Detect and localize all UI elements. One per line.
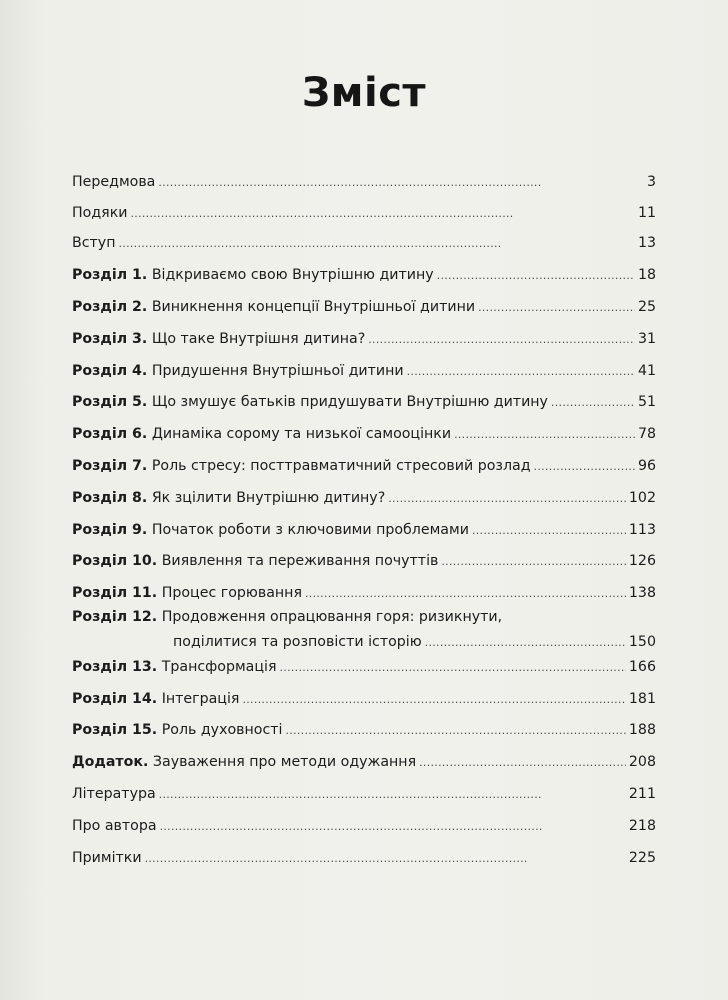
dot-leader xyxy=(118,233,634,254)
toc-entry-label: Інтеграція xyxy=(161,691,240,707)
toc-entry xyxy=(72,520,656,541)
dot-leader xyxy=(242,689,625,710)
toc-chapter-number: Розділ 15. xyxy=(72,722,158,738)
toc-entry-page: 225 xyxy=(628,850,656,866)
toc-entry-page: 11 xyxy=(637,205,656,221)
toc-entry xyxy=(72,361,656,382)
toc-chapter-number: Розділ 11. xyxy=(72,585,158,601)
toc-entry-label: Зауваження про методи одужання xyxy=(152,754,417,770)
toc-entry xyxy=(72,689,656,710)
toc-entry-label: Виявлення та переживання почуттів xyxy=(161,553,439,569)
toc-entry-label: Динаміка сорому та низької самооцінки xyxy=(151,426,452,442)
toc-entry-page: 102 xyxy=(628,490,656,506)
toc-entry xyxy=(72,784,656,805)
toc-entry xyxy=(72,265,656,286)
dot-leader xyxy=(158,172,644,193)
toc-chapter-number: Розділ 4. xyxy=(72,363,148,379)
toc-entry-label: Вступ xyxy=(72,235,116,251)
toc-entry-page: 126 xyxy=(628,553,656,569)
toc-entry-label: Початок роботи з ключовими проблемами xyxy=(151,522,469,538)
toc-entry-label-continued: поділитися та розповісти історію xyxy=(173,634,422,650)
dot-leader xyxy=(425,632,626,653)
toc-chapter-number: Розділ 6. xyxy=(72,426,148,442)
toc-entry xyxy=(72,172,656,193)
toc-entry-label: Література xyxy=(72,786,156,802)
toc-chapter-number: Розділ 14. xyxy=(72,691,158,707)
toc-chapter-number: Розділ 12. xyxy=(72,609,158,625)
toc-entry xyxy=(72,424,656,445)
dot-leader xyxy=(534,456,635,477)
dot-leader xyxy=(159,784,626,805)
toc-entry-page: 150 xyxy=(628,634,656,650)
dot-leader xyxy=(160,816,626,837)
toc-entry xyxy=(72,488,656,509)
toc-entry-page: 113 xyxy=(628,522,656,538)
dot-leader xyxy=(472,520,626,541)
dot-leader xyxy=(454,424,635,445)
toc-entry-page: 3 xyxy=(646,174,656,190)
dot-leader xyxy=(478,297,635,318)
toc-chapter-number: Розділ 2. xyxy=(72,299,148,315)
toc-entry-page: 138 xyxy=(628,585,656,601)
dot-leader xyxy=(388,488,626,509)
dot-leader xyxy=(441,551,626,572)
toc-entry xyxy=(72,583,656,604)
toc-entry-label: Роль стресу: посттравматичний стресовий розлад xyxy=(151,458,531,474)
toc-entry-page: 18 xyxy=(637,267,656,283)
dot-leader xyxy=(368,329,635,350)
dot-leader xyxy=(407,361,635,382)
toc-chapter-number: Розділ 10. xyxy=(72,553,158,569)
toc-entry-label: Виникнення концепції Внутрішньої дитини xyxy=(151,299,476,315)
toc-entry-label: Придушення Внутрішньої дитини xyxy=(151,363,404,379)
toc-entry-page: 211 xyxy=(628,786,656,802)
toc-entry-page: 41 xyxy=(637,363,656,379)
toc-entry-label: Роль духовності xyxy=(161,722,283,738)
toc-entry-label: Подяки xyxy=(72,205,128,221)
toc-entry xyxy=(72,848,656,869)
toc-entry-label: Продовження опрацювання горя: ризикнути, xyxy=(161,609,503,625)
toc-entry xyxy=(72,816,656,837)
toc-entry-label: Як зцілити Внутрішню дитину? xyxy=(151,490,386,506)
toc-entry-page: 51 xyxy=(637,394,656,410)
toc-entry xyxy=(72,392,656,413)
toc-chapter-number: Розділ 13. xyxy=(72,659,158,675)
toc-entry-label: Процес горювання xyxy=(161,585,302,601)
toc-entry-label: Що таке Внутрішня дитина? xyxy=(151,331,366,347)
toc-entry xyxy=(72,297,656,318)
toc-entry xyxy=(72,720,656,741)
toc-entry-label: Трансформація xyxy=(161,659,277,675)
toc-chapter-number: Розділ 9. xyxy=(72,522,148,538)
toc-entry xyxy=(72,752,656,773)
toc-entry-label: Передмова xyxy=(72,174,156,190)
toc-entry-page: 78 xyxy=(637,426,656,442)
dot-leader xyxy=(130,203,634,224)
toc-entry-page: 31 xyxy=(637,331,656,347)
toc-entry-page: 208 xyxy=(628,754,656,770)
page-title: Зміст xyxy=(301,70,427,116)
toc-entry xyxy=(72,233,656,254)
toc-entry-page: 181 xyxy=(628,691,656,707)
toc-entry-label: Про автора xyxy=(72,818,157,834)
toc-chapter-number: Розділ 7. xyxy=(72,458,148,474)
dot-leader xyxy=(437,265,635,286)
dot-leader xyxy=(551,392,635,413)
toc-entry xyxy=(72,607,656,653)
toc-entry-page: 13 xyxy=(637,235,656,251)
toc-chapter-number: Розділ 8. xyxy=(72,490,148,506)
toc-chapter-number: Розділ 3. xyxy=(72,331,148,347)
toc-chapter-number: Розділ 5. xyxy=(72,394,148,410)
toc-entry-label: Що змушує батьків придушувати Внутрішню дитину xyxy=(151,394,548,410)
toc-entry-page: 166 xyxy=(628,659,656,675)
toc-entry-page: 25 xyxy=(637,299,656,315)
dot-leader xyxy=(285,720,625,741)
toc-entry-page: 188 xyxy=(628,722,656,738)
toc-entry xyxy=(72,329,656,350)
toc-chapter-number: Розділ 1. xyxy=(72,267,148,283)
toc-entry xyxy=(72,657,656,678)
toc-appendix-label: Додаток. xyxy=(72,754,149,770)
toc-entry xyxy=(72,203,656,224)
toc-entry xyxy=(72,456,656,477)
dot-leader xyxy=(280,657,626,678)
dot-leader xyxy=(145,848,626,869)
toc-entry-page: 218 xyxy=(628,818,656,834)
dot-leader xyxy=(419,752,626,773)
toc-entry-label: Примітки xyxy=(72,850,142,866)
toc-entry-label: Відкриваємо свою Внутрішню дитину xyxy=(151,267,434,283)
toc-entry-page: 96 xyxy=(637,458,656,474)
toc-entry xyxy=(72,551,656,572)
dot-leader xyxy=(305,583,626,604)
